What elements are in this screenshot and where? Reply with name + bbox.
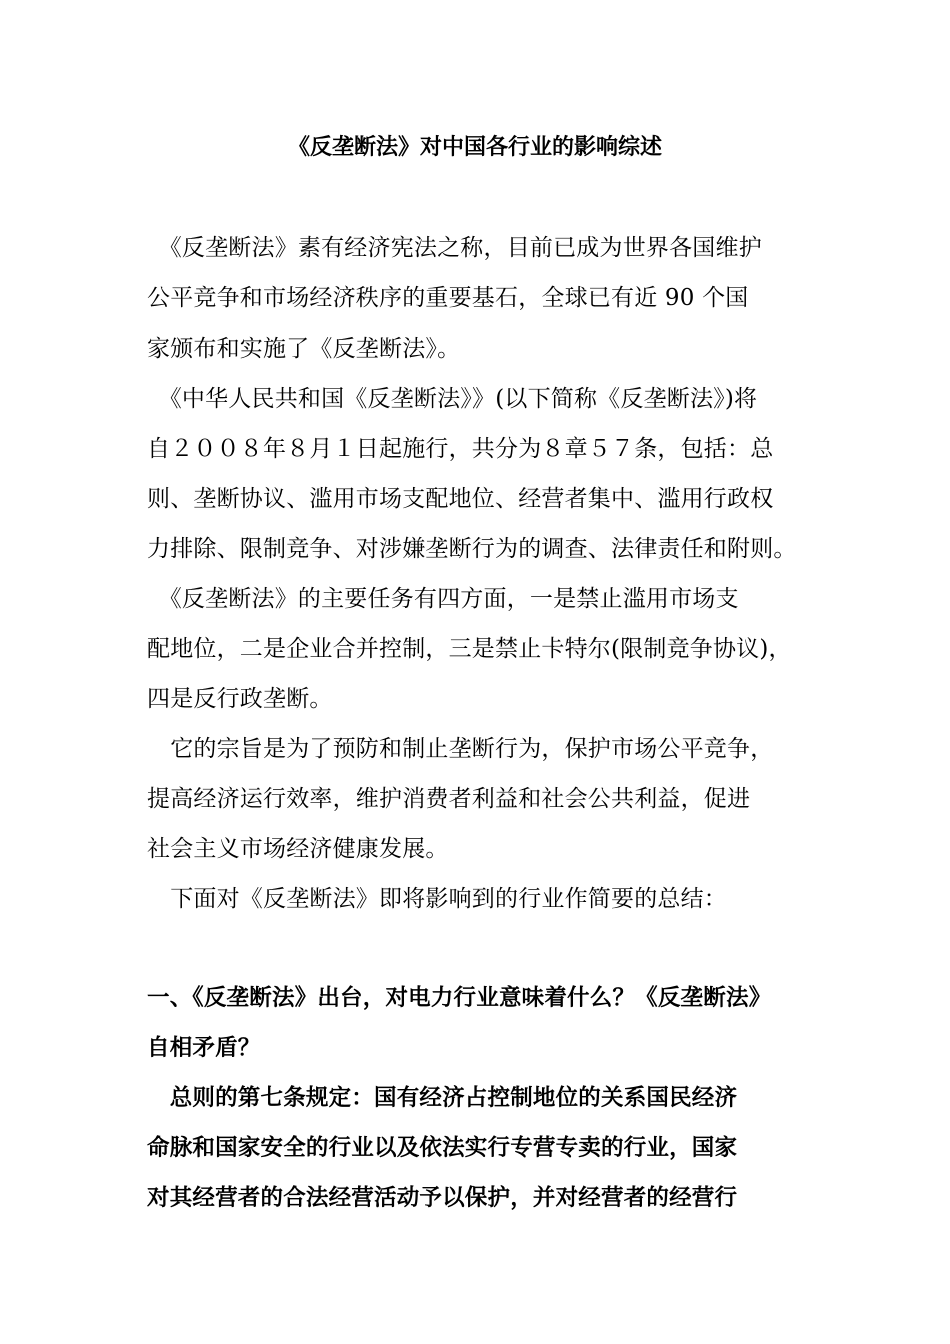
bold-paragraph-line: 命脉和国家安全的行业以及依法实行专营专卖的行业，国家: [147, 1135, 738, 1161]
paragraph-line: 自２００８年８月１日起施行，共分为８章５７条，包括：总: [147, 436, 774, 462]
paragraph-line: 提高经济运行效率，维护消费者利益和社会公共利益，促进: [147, 786, 751, 812]
paragraph-line: 家颁布和实施了《反垄断法》。: [147, 336, 461, 362]
paragraph-line: 则、垄断协议、滥用市场支配地位、经营者集中、滥用行政权: [147, 486, 774, 512]
paragraph-line: 《反垄断法》的主要任务有四方面，一是禁止滥用市场支: [147, 586, 739, 612]
paragraph-line: 力排除、限制竞争、对涉嫌垄断行为的调查、法律责任和附则。: [147, 536, 797, 562]
bold-paragraph-line: 对其经营者的合法经营活动予以保护，并对经营者的经营行: [147, 1185, 738, 1211]
section-heading: 一、《反垄断法》出台，对电力行业意味着什么？《反垄断法》: [147, 985, 772, 1011]
paragraph-line: 它的宗旨是为了预防和制止垄断行为，保护市场公平竞争，: [147, 736, 774, 762]
paragraph-line: 公平竞争和市场经济秩序的重要基石，全球已有近 90 个国: [147, 285, 749, 311]
bold-paragraph-line: 总则的第七条规定：国有经济占控制地位的关系国民经济: [147, 1085, 738, 1111]
paragraph-line: 四是反行政垄断。: [147, 686, 333, 712]
paragraph-line: 下面对《反垄断法》即将影响到的行业作简要的总结：: [147, 886, 727, 912]
paragraph-line: 社会主义市场经济健康发展。: [147, 836, 449, 862]
document-title: 《反垄断法》对中国各行业的影响综述: [287, 134, 662, 160]
paragraph-line: 《反垄断法》素有经济宪法之称，目前已成为世界各国维护: [147, 235, 762, 261]
section-heading: 自相矛盾？: [147, 1035, 261, 1061]
paragraph-line: 《中华人民共和国《反垄断法》》(以下简称《反垄断法》)将: [147, 386, 758, 412]
paragraph-line: 配地位，二是企业合并控制，三是禁止卡特尔(限制竞争协议)，: [147, 636, 792, 662]
